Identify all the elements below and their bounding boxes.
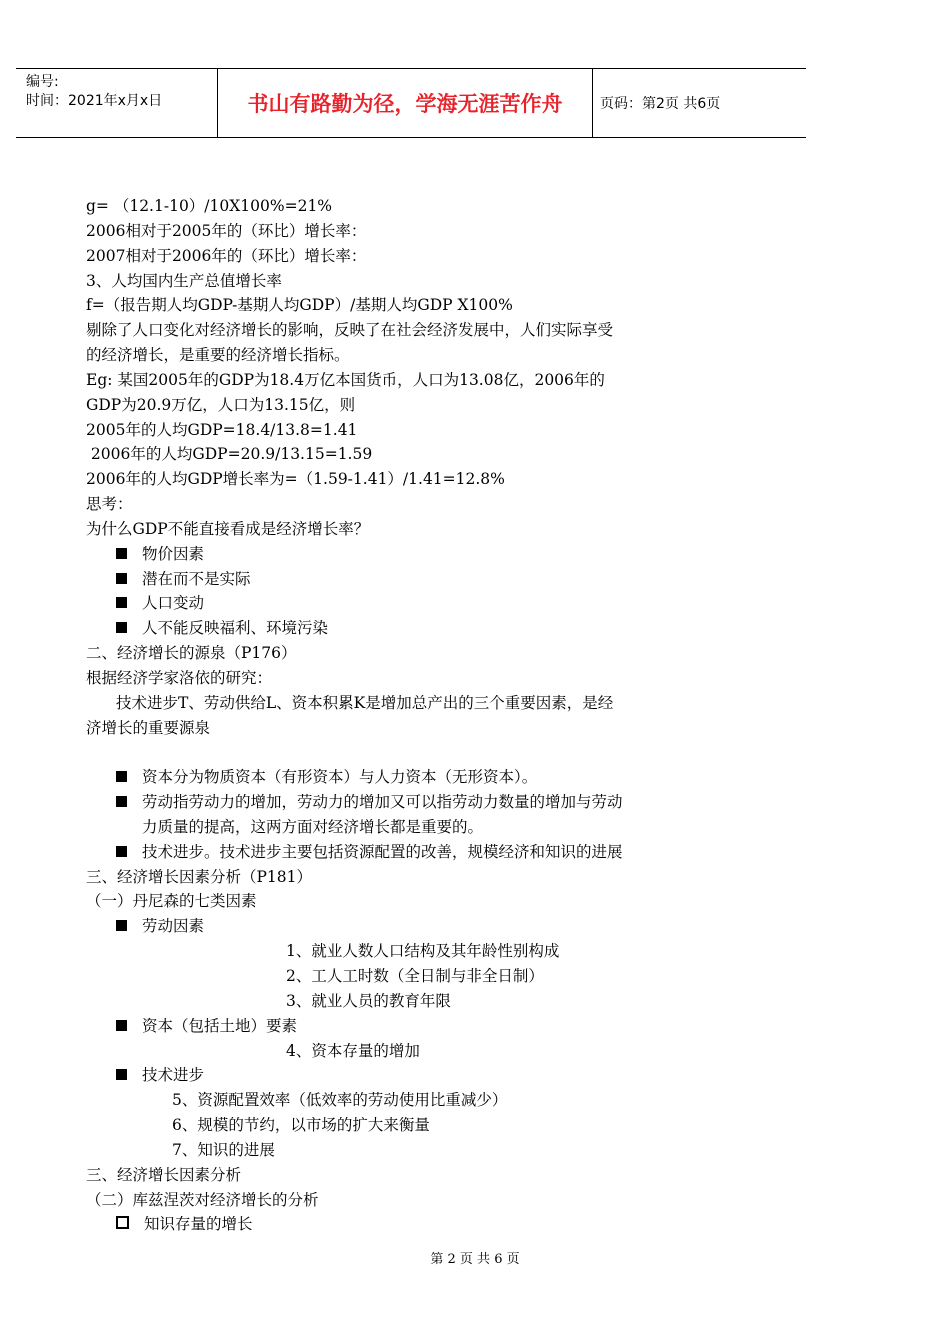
text-line: 为什么GDP不能直接看成是经济增长率？ xyxy=(86,520,370,538)
square-bullet-icon xyxy=(116,597,127,608)
square-bullet-icon xyxy=(116,548,127,559)
square-bullet-icon xyxy=(116,796,127,807)
hollow-square-bullet-icon xyxy=(116,1216,129,1229)
text-line: （一）丹尼森的七类因素 xyxy=(86,892,257,910)
header-divider xyxy=(592,69,593,137)
text-line: 2007相对于2006年的（环比）增长率： xyxy=(86,247,367,265)
list-item: 人口变动 xyxy=(116,592,204,614)
text-line: （二）库兹涅茨对经济增长的分析 xyxy=(86,1191,319,1209)
numbered-item: 6、规模的节约，以市场的扩大来衡量 xyxy=(172,1116,430,1134)
text-line: 根据经济学家洛依的研究： xyxy=(86,669,273,687)
list-item: 技术进步 xyxy=(116,1064,204,1086)
numbered-item: 1、就业人数人口结构及其年龄性别构成 xyxy=(286,942,560,960)
text-line: 思考： xyxy=(86,495,133,513)
list-item: 资本分为物质资本（有形资本）与人力资本（无形资本）。 xyxy=(116,766,537,788)
text-line: 2006相对于2005年的（环比）增长率： xyxy=(86,222,367,240)
text-line: g= （12.1-10）/10X100%=21% xyxy=(86,197,333,215)
formula-line: f=（报告期人均GDP-基期人均GDP）/基期人均GDP X100% xyxy=(86,296,513,314)
text-line: 2006年的人均GDP=20.9/13.15=1.59 xyxy=(86,445,373,463)
list-item: 潜在而不是实际 xyxy=(116,568,251,590)
header-motto: 书山有路勤为径，学海无涯苦作舟 xyxy=(247,92,563,116)
numbered-item: 7、知识的进展 xyxy=(172,1141,275,1159)
numbered-item: 5、资源配置效率（低效率的劳动使用比重减少） xyxy=(172,1091,508,1109)
list-item: 技术进步。技术进步主要包括资源配置的改善，规模经济和知识的进展 xyxy=(116,841,623,863)
text-line: 技术进步T、劳动供给L、资本积累K是增加总产出的三个重要因素，是经 xyxy=(116,694,614,712)
text-line: 2006年的人均GDP增长率为=（1.59-1.41）/1.41=12.8% xyxy=(86,470,505,488)
list-item: 劳动指劳动力的增加，劳动力的增加又可以指劳动力数量的增加与劳动 xyxy=(116,791,623,813)
list-item: 人不能反映福利、环境污染 xyxy=(116,617,328,639)
text-line: GDP为20.9万亿，人口为13.15亿，则 xyxy=(86,396,356,414)
text-line: 力质量的提高，这两方面对经济增长都是重要的。 xyxy=(142,818,484,836)
header-table xyxy=(16,68,806,138)
text-line: Eg: 某国2005年的GDP为18.4万亿本国货币，人口为13.08亿，2006年的 xyxy=(86,371,605,389)
numbered-item: 4、资本存量的增加 xyxy=(286,1042,420,1060)
square-bullet-icon xyxy=(116,573,127,584)
square-bullet-icon xyxy=(116,1020,127,1031)
header-meta xyxy=(16,69,216,137)
text-line: 剔除了人口变化对经济增长的影响，反映了在社会经济发展中，人们实际享受 xyxy=(86,321,614,339)
page-footer: 第 2 页 共 6 页 xyxy=(430,1252,520,1267)
list-item: 劳动因素 xyxy=(116,915,204,937)
square-bullet-icon xyxy=(116,846,127,857)
numbered-item: 2、工人工时数（全日制与非全日制） xyxy=(286,967,544,985)
square-bullet-icon xyxy=(116,920,127,931)
list-item: 资本（包括土地）要素 xyxy=(116,1015,297,1037)
square-bullet-icon xyxy=(116,771,127,782)
text-line: 济增长的重要源泉 xyxy=(86,719,211,737)
section-heading: 二、经济增长的源泉（P176） xyxy=(86,644,297,662)
section-heading: 三、经济增长因素分析 xyxy=(86,1166,242,1184)
section-heading: 三、经济增长因素分析（P181） xyxy=(86,868,313,886)
square-bullet-icon xyxy=(116,1069,127,1080)
numbered-item: 3、就业人员的教育年限 xyxy=(286,992,451,1010)
section-heading: 3、人均国内生产总值增长率 xyxy=(86,272,282,290)
square-bullet-icon xyxy=(116,622,127,633)
number-label: 编号: xyxy=(26,74,59,90)
header-page-info: 页码：第2页 共6页 xyxy=(600,96,721,112)
list-item: 物价因素 xyxy=(116,543,204,565)
list-item: 知识存量的增长 xyxy=(116,1213,253,1235)
time-label: 时间：2021年x月x日 xyxy=(26,93,163,109)
text-line: 2005年的人均GDP=18.4/13.8=1.41 xyxy=(86,421,358,439)
text-line: 的经济增长，是重要的经济增长指标。 xyxy=(86,346,350,364)
